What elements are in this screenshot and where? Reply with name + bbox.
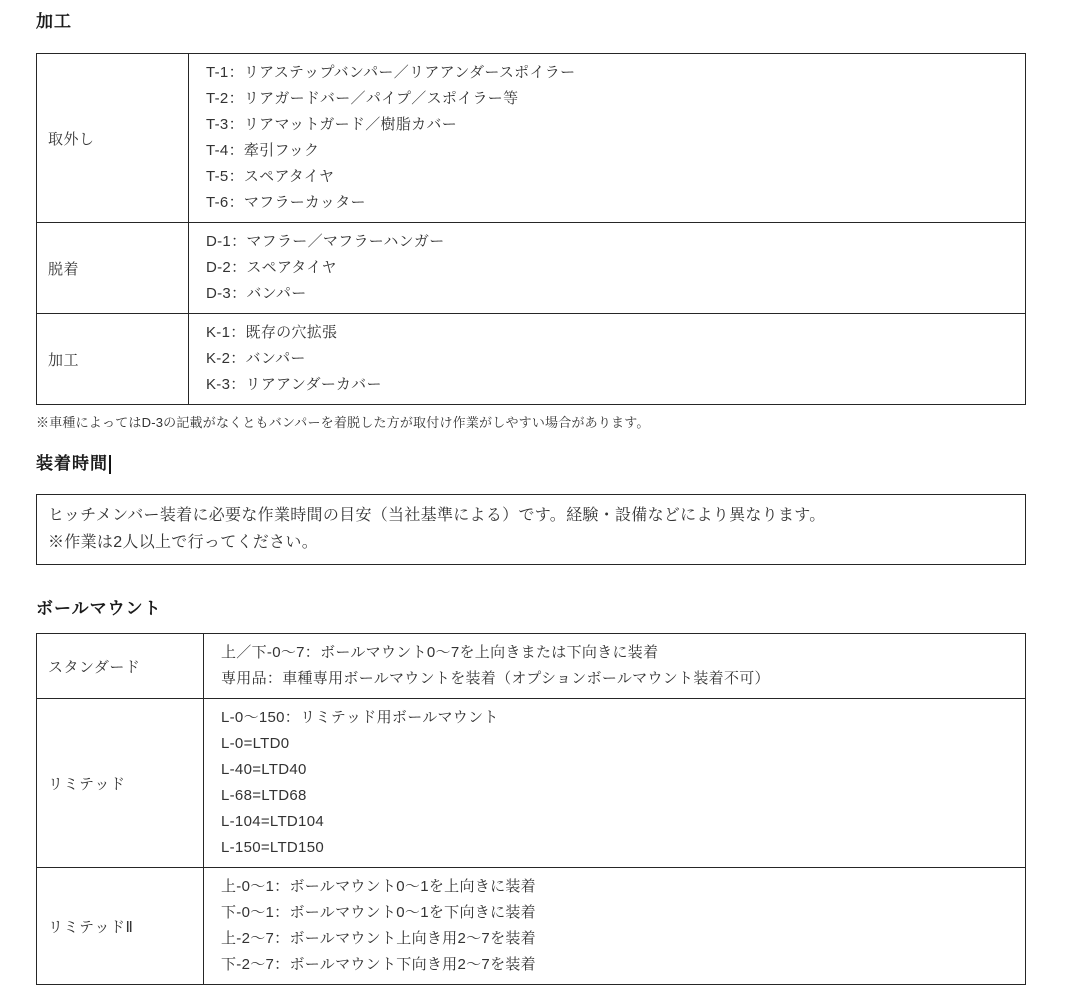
table-cell-line: L-40=LTD40 [221,761,307,778]
processing-footnote: ※車種によってはD-3の記載がなくともバンパーを着脱した方が取付け作業がしやすい場合があります。 [36,415,650,430]
row-items-machining [189,314,1026,405]
table-cell-line: K-3：リアアンダーカバー [206,376,382,393]
table-cell-line: D-2：スペアタイヤ [206,259,337,276]
section-heading-install-time: 装着時間 [36,454,108,473]
row-items-removal [189,54,1026,223]
section-heading-ball-mount: ボールマウント [36,599,162,618]
table-cell-line: T-5：スペアタイヤ [206,168,335,185]
processing-table [36,53,1026,405]
table-cell-line: 上-2～7：ボールマウント上向き用2～7を装着 [221,930,536,947]
table-cell-line: L-0=LTD0 [221,735,290,752]
table-cell-line: L-0～150：リミテッド用ボールマウント [221,709,499,726]
table-cell-line: 下-2～7：ボールマウント下向き用2～7を装着 [221,956,536,973]
table-cell-line: L-150=LTD150 [221,839,324,856]
row-label-limited: リミテッド [37,699,204,868]
table-cell-line: T-1：リアステップバンパー／リアアンダースポイラー [206,64,576,81]
table-row [37,868,1026,985]
info-box-line: ※作業は2人以上で行ってください。 [48,534,318,551]
table-cell-line: D-1：マフラー／マフラーハンガー [206,233,445,250]
install-time-info-box [36,494,1026,565]
ball-mount-table [36,633,1026,985]
row-label-limited-2: リミテッドⅡ [37,868,204,985]
row-label-machining: 加工 [37,314,189,405]
row-label-removal: 取外し [37,54,189,223]
table-cell-line: L-68=LTD68 [221,787,307,804]
table-cell-line: 専用品：車種専用ボールマウントを装着（オプションボールマウント装着不可） [221,670,770,687]
table-cell-line: T-4：牽引フック [206,142,320,159]
row-items-limited [204,699,1026,868]
table-row [37,699,1026,868]
table-cell-line: K-1：既存の穴拡張 [206,324,338,341]
row-label-detach: 脱着 [37,223,189,314]
table-cell-line: L-104=LTD104 [221,813,324,830]
table-cell-line: T-2：リアガードバー／パイプ／スポイラー等 [206,90,519,107]
table-row [37,54,1026,223]
table-row [37,634,1026,699]
section-heading-processing: 加工 [36,12,72,31]
table-cell-line: T-3：リアマットガード／樹脂カバー [206,116,458,133]
table-cell-line: 上-0～1：ボールマウント0～1を上向きに装着 [221,878,536,895]
row-items-detach [189,223,1026,314]
row-items-limited-2 [204,868,1026,985]
text-cursor [109,455,111,474]
table-cell-line: D-3：バンパー [206,285,307,302]
row-items-standard [204,634,1026,699]
table-cell-line: 下-0～1：ボールマウント0～1を下向きに装着 [221,904,536,921]
table-cell-line: 上／下-0～7：ボールマウント0～7を上向きまたは下向きに装着 [221,644,659,661]
info-box-line: ヒッチメンバー装着に必要な作業時間の目安（当社基準による）です。経験・設備などにより異なります。 [48,507,826,524]
table-cell-line: T-6：マフラーカッター [206,194,366,211]
table-row [37,314,1026,405]
table-row [37,223,1026,314]
row-label-standard: スタンダード [37,634,204,699]
table-cell-line: K-2：バンパー [206,350,306,367]
